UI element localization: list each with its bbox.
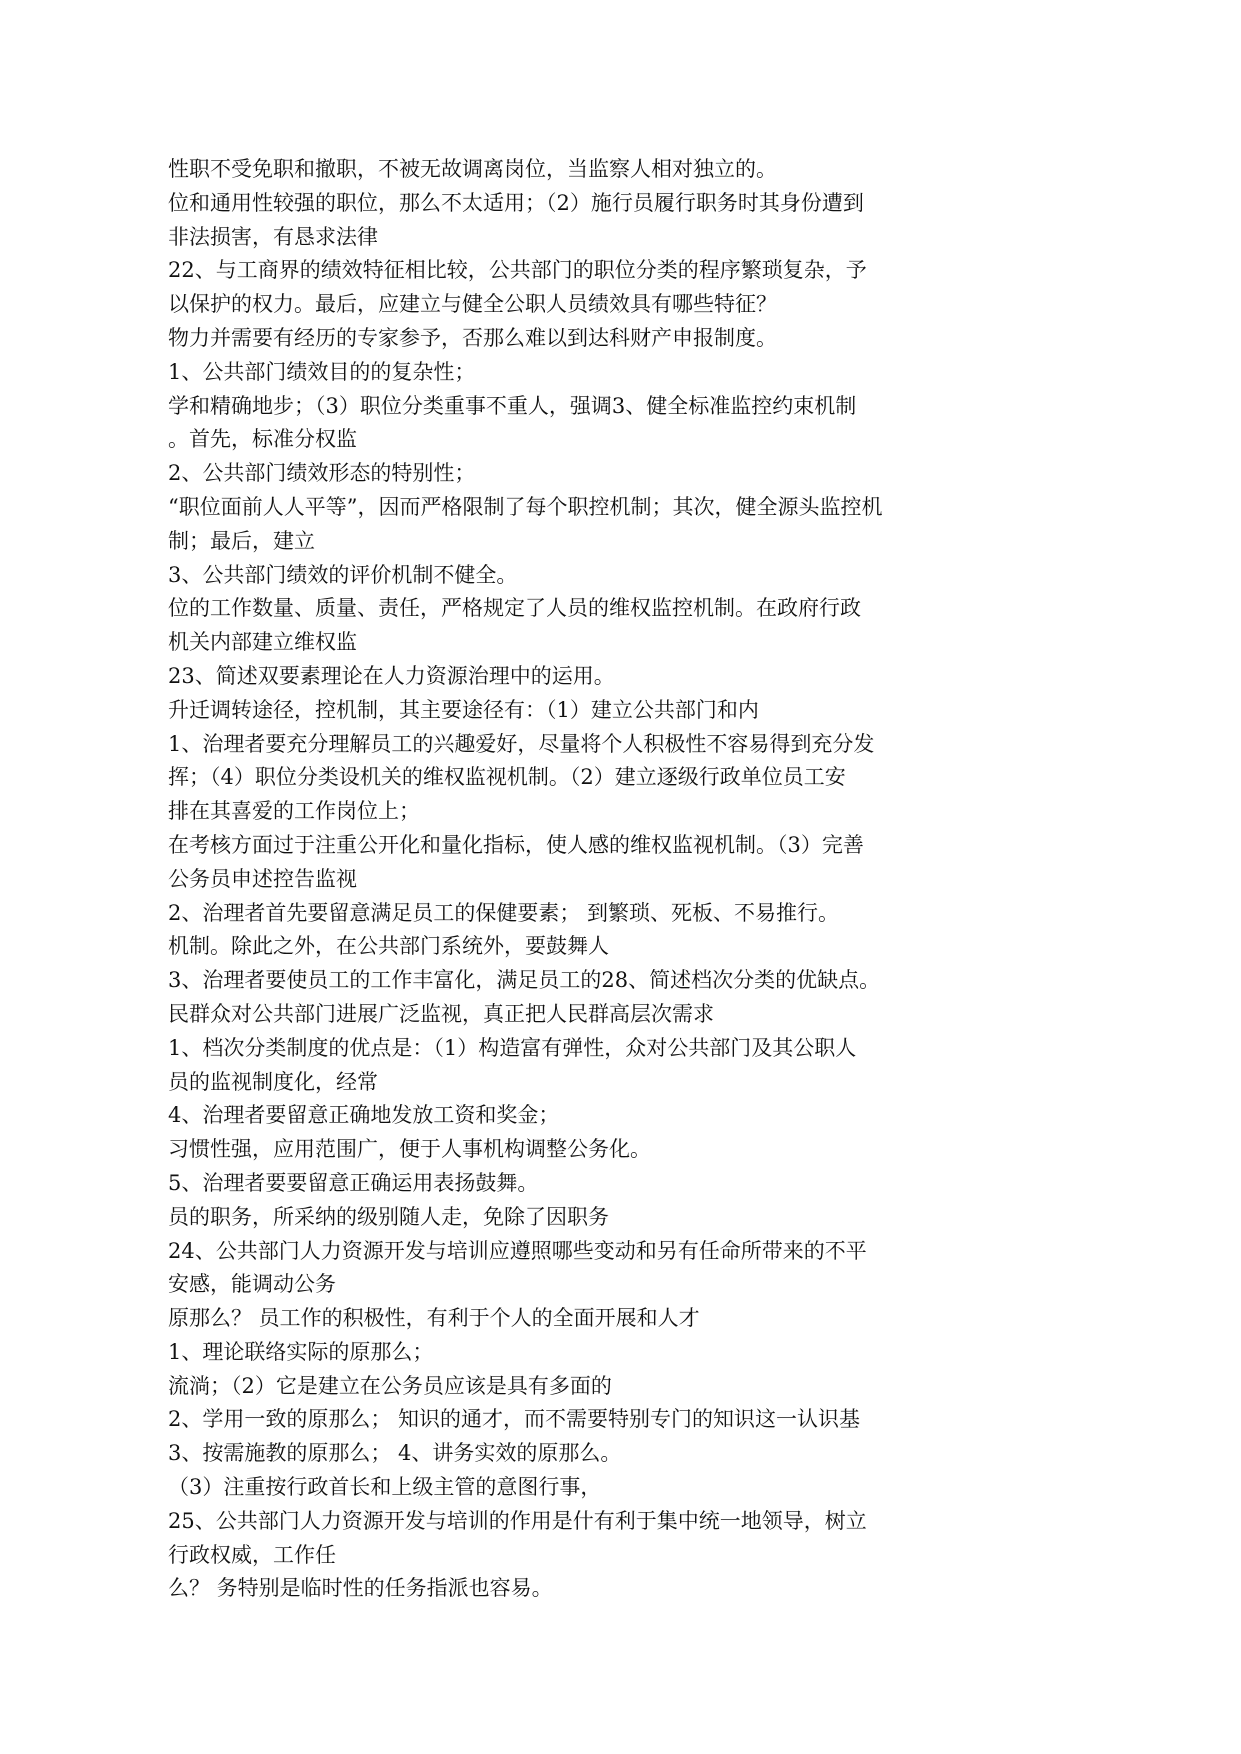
text-line: 员的职务，所采纳的级别随人走，免除了因职务 [168, 1204, 609, 1229]
text-line: 2、公共部门绩效形态的特别性； [168, 461, 476, 486]
text-line: 升迁调转途径，控机制，其主要途径有：（1）建立公共部门和内 [168, 697, 759, 722]
text-line: 位和通用性较强的职位，那么不太适用；（2）施行员履行职务时其身份遭到 [168, 190, 864, 215]
text-line: 行政权威，工作任 [168, 1542, 336, 1567]
text-line: 5、治理者要要留意正确运用表扬鼓舞。 [168, 1170, 539, 1195]
text-line: 排在其喜爱的工作岗位上； [168, 799, 420, 824]
text-line: 1、档次分类制度的优点是：（1）构造富有弹性，众对公共部门及其公职人 [168, 1035, 857, 1060]
text-line: 1、理论联络实际的原那么； [168, 1339, 434, 1364]
text-line: 3、治理者要使员工的工作丰富化，满足员工的28、简述档次分类的优缺点。 [168, 968, 881, 993]
text-line: 挥；（4）职位分类设机关的维权监视机制。（2）建立逐级行政单位员工安 [168, 765, 846, 790]
text-line: 民群众对公共部门进展广泛监视，真正把人民群高层次需求 [168, 1001, 714, 1026]
text-line: 流淌；（2）它是建立在公务员应该是具有多面的 [168, 1373, 612, 1398]
text-line: 23、简述双要素理论在人力资源治理中的运用。 [168, 663, 615, 688]
text-line: 22、与工商界的绩效特征相比较，公共部门的职位分类的程序繁琐复杂，予 [168, 258, 867, 283]
text-line: 习惯性强，应用范围广，便于人事机构调整公务化。 [168, 1137, 651, 1162]
text-line: 2、治理者首先要留意满足员工的保健要素； 到繁琐、死板、不易推行。 [168, 900, 840, 925]
text-line: 1、公共部门绩效目的的复杂性； [168, 359, 476, 384]
text-line: 物力并需要有经历的专家参予，否那么难以到达科财产申报制度。 [168, 325, 777, 350]
text-line: 1、治理者要充分理解员工的兴趣爱好，尽量将个人积极性不容易得到充分发 [168, 731, 875, 756]
text-line: 3、公共部门绩效的评价机制不健全。 [168, 562, 518, 587]
text-line: 安感，能调动公务 [168, 1272, 336, 1297]
document-text [168, 153, 1168, 1606]
text-line: “职位面前人人平等”，因而严格限制了每个职控机制；其次，健全源头监控机 [168, 494, 883, 519]
text-line: 24、公共部门人力资源开发与培训应遵照哪些变动和另有任命所带来的不平 [168, 1238, 867, 1263]
text-line: 原那么？ 员工作的积极性，有利于个人的全面开展和人才 [168, 1306, 700, 1331]
text-line: 。首先，标准分权监 [168, 427, 357, 452]
text-line: 机制。除此之外，在公共部门系统外，要鼓舞人 [168, 934, 609, 959]
text-line: 在考核方面过于注重公开化和量化指标，使人感的维权监视机制。（3）完善 [168, 832, 864, 857]
text-line: 以保护的权力。最后，应建立与健全公职人员绩效具有哪些特征？ [168, 292, 777, 317]
text-line: （3）注重按行政首长和上级主管的意图行事， [168, 1475, 602, 1500]
text-line: 么？ 务特别是临时性的任务指派也容易。 [168, 1576, 553, 1601]
text-line: 机关内部建立维权监 [168, 630, 357, 655]
text-line: 2、学用一致的原那么； 知识的通才，而不需要特别专门的知识这一认识基 [168, 1407, 861, 1432]
text-line: 制；最后，建立 [168, 528, 315, 553]
text-line: 4、治理者要留意正确地发放工资和奖金； [168, 1103, 560, 1128]
text-line: 公务员申述控告监视 [168, 866, 357, 891]
text-line: 非法损害，有恳求法律 [168, 224, 378, 249]
text-line: 学和精确地步；（3）职位分类重事不重人，强调3、健全标准监控约束机制 [168, 393, 857, 418]
text-line: 位的工作数量、质量、责任，严格规定了人员的维权监控机制。在政府行政 [168, 596, 861, 621]
text-line: 性职不受免职和撤职，不被无故调离岗位，当监察人相对独立的。 [168, 157, 777, 181]
text-line: 3、按需施教的原那么； 4、讲务实效的原那么。 [168, 1441, 622, 1466]
text-line: 员的监视制度化，经常 [168, 1069, 378, 1094]
text-line: 25、公共部门人力资源开发与培训的作用是什有利于集中统一地领导，树立 [168, 1508, 867, 1533]
